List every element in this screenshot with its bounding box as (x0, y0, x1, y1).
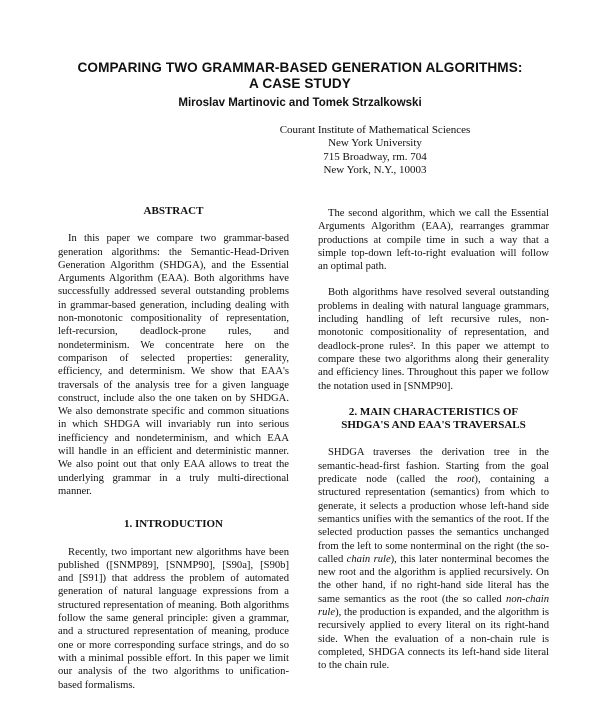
title-line-2: A CASE STUDY (249, 76, 351, 91)
eaa-paragraph: The second algorithm, which we call the Essential Arguments Algorithm (EAA), rearranges grammar productions at compile time in such a way that a simple top-down left-to-right evaluation will follow an optimal path. (318, 208, 549, 273)
authors: Miroslav Martinovic and Tomek Strzalkowski (178, 97, 422, 109)
affiliation-line: New York University (328, 137, 422, 150)
affiliation (250, 124, 500, 178)
text: ), containing a structured representation (semantics) from which to generate, it selects a production whose left-hand side semantics unifies with the semantics of the root. If the selected production passes the semantics unchanged from the left to some nonterminal on the right (the so-called (318, 474, 549, 565)
section-2-heading: 2. MAIN CHARACTERISTICS OF SHDGA'S AND EAA'S TRAVERSALS (341, 405, 526, 432)
comparison-paragraph: Both algorithms have resolved several outstanding problems in dealing with natural language grammars, including handling of left recursive rules, non-monotonic compositionality of representation, and deadlock-prone rules². In this paper we attempt to compare these two algorithms along their generality and efficiency lines. Throughout this paper we follow the notation used in [SNMP90]. (318, 287, 549, 392)
left-column (58, 205, 289, 705)
text: SHDGA traverses the derivation tree in the semantic-head-first fashion. Starting from the goal predicate node (called the (318, 447, 549, 486)
shdga-paragraph (318, 446, 549, 672)
title-line-1: COMPARING TWO GRAMMAR-BASED GENERATION ALGORITHMS: (77, 60, 523, 75)
introduction-text: Recently, two important new algorithms have been published ([SNMP89], [SNMP90], [S90a], [S90b] and [S91]) that address the problem of automated generation of natural language expressions from a structured representation of meaning. Both algorithms follow the same general principle: given a grammar, and a structured representation of meaning, produce one or more corresponding surface strings, and do so with a minimal possible effort. In this paper we limit our analysis of the two algorithms to unification-based formalisms. (58, 546, 289, 691)
term-root: root (457, 474, 475, 486)
text: ), this later nonterminal becomes the new root and the algorithm is applied recursively. On the other hand, if no right-hand side literal has the same semantics as the root (the so called (318, 553, 549, 605)
text: ), the production is expanded, and the algorithm is recursively applied to every literal on its right-hand side. When the evaluation of a non-chain rule is completed, SHDGA connects its left-hand side literal to the chain rule. (318, 607, 549, 672)
abstract-text: In this paper we compare two grammar-based generation algorithms: the Semantic-Head-Driven Generation Algorithm (SHDGA), and the Essential Arguments Algorithm (EAA). Both algorithms have successfully addressed several outstanding problems in grammar-based generation, including dealing with non-monotonic compositionality of representation, left-recursion, deadlock-prone rules, and nondeterminism. We concentrate here on the comparison of selected properties: generality, efficiency, and determinism. We show that EAA's traversals of the analysis tree for a given language construct, include also the one taken on by SHDGA. We also demonstrate specific and common situations in which SHDGA will invariably run into serious inefficiency and nondeterminism, and which EAA will handle in an efficient and deterministic manner. We also point out that only EAA allows to treat the underlying grammar in a truly multi-directional manner. (58, 233, 289, 497)
abstract-heading: ABSTRACT (143, 205, 204, 217)
paper-title (0, 60, 600, 92)
affiliation-line: Courant Institute of Mathematical Sciences (279, 124, 471, 136)
term-non-chain-rule: non-chain rule (318, 593, 549, 619)
affiliation-line: 715 Broadway, rm. 704 (323, 150, 427, 163)
introduction-heading: 1. INTRODUCTION (123, 518, 223, 531)
affiliation-line: New York, N.Y., 10003 (323, 164, 427, 177)
right-column (318, 207, 549, 686)
term-chain-rule: chain rule (346, 553, 391, 565)
